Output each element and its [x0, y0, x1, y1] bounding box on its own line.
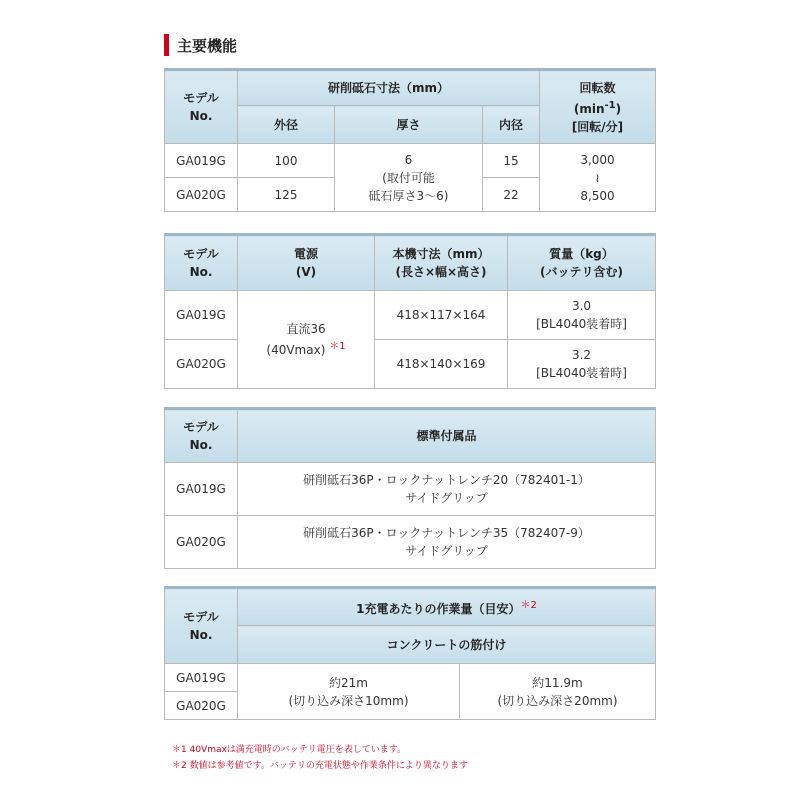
- model-cell: GA020G: [165, 178, 238, 212]
- model-cell: GA019G: [165, 463, 238, 516]
- dimensions-cell: 418×117×164: [375, 291, 508, 340]
- wheel-size-header: 研削砥石寸法（mm）: [238, 70, 540, 106]
- accessories-header: 標準付属品: [238, 409, 656, 463]
- inner-diameter-header: 内径: [483, 106, 540, 144]
- model-header: モデル No.: [165, 409, 238, 463]
- model-cell: GA019G: [165, 664, 238, 692]
- model-cell: GA019G: [165, 291, 238, 340]
- workload-cell: 約11.9m (切り込み深さ20mm): [460, 664, 656, 720]
- inner-diameter-cell: 15: [483, 144, 540, 178]
- accessories-cell: 研削砥石36P・ロックナットレンチ35（782407-9） サイドグリップ: [238, 516, 656, 569]
- workload-header: 1充電あたりの作業量（目安）$^{*2}$: [238, 588, 656, 626]
- mass-cell: 3.2 [BL4040装着時]: [508, 340, 656, 389]
- spec-table-wheel: [164, 68, 656, 212]
- model-cell: GA020G: [165, 516, 238, 569]
- model-cell: GA019G: [165, 144, 238, 178]
- model-cell: GA020G: [165, 340, 238, 389]
- section-title: [164, 34, 237, 56]
- dimensions-header: 本機寸法（mm） (長さ×幅×高さ): [375, 235, 508, 291]
- outer-diameter-cell: 125: [238, 178, 335, 212]
- spec-table-body: [164, 233, 656, 389]
- outer-diameter-cell: 100: [238, 144, 335, 178]
- model-header: モデル No.: [165, 235, 238, 291]
- power-header: 電源 (V): [238, 235, 375, 291]
- accessories-table: [164, 407, 656, 569]
- mass-cell: 3.0 [BL4040装着時]: [508, 291, 656, 340]
- title-accent-bar: [164, 34, 169, 56]
- power-cell: 直流36 (40Vmax) $^{*1}$: [238, 291, 375, 389]
- workload-table: [164, 586, 656, 720]
- model-header: モデル No.: [165, 588, 238, 664]
- outer-diameter-header: 外径: [238, 106, 335, 144]
- page-title: 主要機能: [177, 36, 238, 55]
- accessories-cell: 研削砥石36P・ロックナットレンチ20（782401-1） サイドグリップ: [238, 463, 656, 516]
- mass-header: 質量（kg） (バッテリ含む): [508, 235, 656, 291]
- concrete-grooving-header: コンクリートの筋付け: [238, 626, 656, 664]
- thickness-cell: 6 (取付可能 砥石厚さ3〜6): [335, 144, 483, 212]
- rpm-cell: 3,000 ≀ 8,500: [540, 144, 656, 212]
- inner-diameter-cell: 22: [483, 178, 540, 212]
- footnote-2: ＊2 数値は参考値です。バッテリの充電状態や作業条件により異なります: [172, 761, 468, 771]
- footnote-1: ＊1 40Vmaxは満充電時のバッテリ電圧を表しています。: [172, 745, 407, 755]
- model-header: モデル No.: [165, 70, 238, 144]
- workload-cell: 約21m (切り込み深さ10mm): [238, 664, 460, 720]
- rpm-header: 回転数 $(\min^{-1})$ [回転/分]: [540, 70, 656, 144]
- dimensions-cell: 418×140×169: [375, 340, 508, 389]
- model-cell: GA020G: [165, 692, 238, 720]
- thickness-header: 厚さ: [335, 106, 483, 144]
